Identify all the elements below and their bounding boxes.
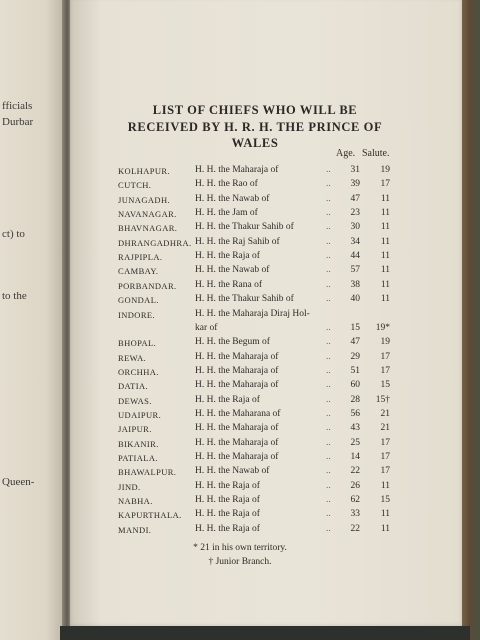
- title-cell: H. H. the Thakur Sahib of: [195, 222, 294, 233]
- salute-cell: 19: [380, 337, 390, 348]
- leader-dots: ..: [326, 495, 331, 506]
- leader-dots: ..: [326, 351, 331, 362]
- state-cell: CAMBAY.: [118, 266, 159, 277]
- age-cell: 40: [350, 294, 360, 305]
- age-cell: 38: [350, 279, 360, 290]
- leader-dots: ..: [326, 380, 331, 391]
- state-cell: PORBANDAR.: [118, 280, 177, 291]
- title-cell: H. H. the Raja of: [195, 251, 260, 262]
- table-row: [0, 323, 480, 337]
- page-bottom-shadow: [60, 626, 470, 640]
- title-cell: H. H. the Maharaja of: [195, 380, 279, 391]
- salute-cell: 15†: [375, 394, 390, 405]
- title-cell: H. H. the Nawab of: [195, 193, 270, 204]
- leader-dots: ..: [326, 480, 331, 491]
- title-cell: H. H. the Maharaja of: [195, 165, 279, 175]
- leader-dots: ..: [326, 452, 331, 462]
- title-cell: H. H. the Maharaja of: [195, 423, 279, 434]
- title-cell: H. H. the Raja of: [195, 495, 260, 506]
- salute-cell: 11: [380, 236, 390, 247]
- table-row: [0, 395, 480, 409]
- left-page-fragment: to the: [2, 290, 27, 302]
- title-cell: H. H. the Maharaja of: [195, 351, 279, 362]
- state-cell: NABHA.: [118, 496, 153, 507]
- age-cell: 33: [350, 509, 360, 520]
- salute-cell: 11: [380, 208, 390, 219]
- column-header-age: Age.: [336, 148, 356, 159]
- salute-cell: 19: [380, 165, 390, 175]
- age-cell: 31: [350, 165, 360, 175]
- salute-cell: 21: [380, 408, 390, 419]
- age-cell: 43: [350, 423, 360, 434]
- age-cell: 26: [350, 480, 360, 491]
- age-cell: 47: [350, 337, 360, 348]
- title-cell: H. H. the Maharaja Diraj Hol-: [195, 308, 310, 319]
- state-cell: BHAVNAGAR.: [118, 223, 178, 234]
- state-cell: JUNAGADH.: [118, 194, 171, 205]
- salute-cell: 17: [380, 452, 390, 462]
- leader-dots: ..: [326, 408, 331, 419]
- leader-dots: ..: [326, 193, 331, 204]
- title-cell: kar of: [195, 322, 218, 333]
- title-cell: H. H. the Nawab of: [195, 466, 270, 477]
- leader-dots: ..: [326, 208, 331, 219]
- left-page-fragment: Queen-: [2, 476, 35, 488]
- leader-dots: ..: [326, 509, 331, 520]
- state-cell: ORCHHA.: [118, 366, 159, 377]
- leader-dots: ..: [326, 265, 331, 276]
- salute-cell: 11: [380, 509, 390, 520]
- title-cell: H. H. the Maharaja of: [195, 365, 279, 376]
- table-row: [0, 294, 480, 308]
- table-row: [0, 524, 480, 538]
- table-row: [0, 265, 480, 279]
- salute-cell: 15: [380, 495, 390, 506]
- table-row: [0, 509, 480, 523]
- page-title-line-1: LIST OF CHIEFS WHO WILL BE: [152, 103, 358, 117]
- salute-cell: 11: [380, 193, 390, 204]
- leader-dots: ..: [326, 394, 331, 405]
- salute-cell: 15: [380, 380, 390, 391]
- age-cell: 14: [350, 452, 360, 462]
- salute-cell: 11: [380, 265, 390, 276]
- title-cell: H. H. the Raja of: [195, 509, 260, 520]
- age-cell: 47: [350, 193, 360, 204]
- table-row: [0, 179, 480, 193]
- salute-cell: 11: [380, 251, 390, 262]
- title-cell: H. H. the Maharaja of: [195, 437, 279, 448]
- state-cell: UDAIPUR.: [118, 409, 162, 420]
- state-cell: BHAWALPUR.: [118, 467, 177, 478]
- footnote-junior-branch: † Junior Branch.: [208, 557, 272, 567]
- state-cell: JAIPUR.: [118, 424, 152, 435]
- leader-dots: ..: [326, 423, 331, 434]
- salute-cell: 11: [380, 523, 390, 534]
- table-row: [0, 222, 480, 236]
- state-cell: DATIA.: [118, 381, 149, 392]
- salute-cell: 11: [380, 480, 390, 491]
- left-page-fragment: ct) to: [2, 228, 25, 240]
- age-cell: 30: [350, 222, 360, 233]
- title-cell: H. H. the Thakur Sahib of: [195, 294, 294, 305]
- table-row: [0, 366, 480, 380]
- leader-dots: ..: [326, 165, 331, 175]
- title-cell: H. H. the Nawab of: [195, 265, 270, 276]
- age-cell: 23: [350, 208, 360, 219]
- age-cell: 34: [350, 236, 360, 247]
- age-cell: 62: [350, 495, 360, 506]
- state-cell: JIND.: [118, 481, 141, 492]
- age-cell: 57: [350, 265, 360, 276]
- leader-dots: ..: [326, 251, 331, 262]
- table-row: [0, 495, 480, 509]
- age-cell: 29: [350, 351, 360, 362]
- age-cell: 51: [350, 365, 360, 376]
- age-cell: 25: [350, 437, 360, 448]
- table-row: [0, 309, 480, 323]
- leader-dots: ..: [326, 466, 331, 477]
- state-cell: RAJPIPLA.: [118, 252, 163, 263]
- age-cell: 28: [350, 394, 360, 405]
- page-title-line-2: RECEIVED BY H. R. H. THE PRINCE OF: [127, 120, 383, 134]
- table-row: [0, 208, 480, 222]
- title-cell: H. H. the Rana of: [195, 279, 263, 290]
- salute-cell: 11: [380, 279, 390, 290]
- salute-cell: 17: [380, 351, 390, 362]
- age-cell: 60: [350, 380, 360, 391]
- table-row: [0, 380, 480, 394]
- left-page-fragment: fficials: [2, 100, 33, 112]
- leader-dots: ..: [326, 337, 331, 348]
- leader-dots: ..: [326, 179, 331, 190]
- title-cell: H. H. the Maharana of: [195, 408, 281, 419]
- age-cell: 22: [350, 523, 360, 534]
- table-row: [0, 452, 480, 466]
- table-row: [0, 423, 480, 437]
- age-cell: 39: [350, 179, 360, 190]
- state-cell: PATIALA.: [118, 453, 158, 463]
- leader-dots: ..: [326, 523, 331, 534]
- state-cell: KAPURTHALA.: [118, 510, 182, 521]
- column-header-salute: Salute.: [362, 148, 390, 159]
- leader-dots: ..: [326, 236, 331, 247]
- title-cell: H. H. the Maharaja of: [195, 452, 279, 462]
- salute-cell: 21: [380, 423, 390, 434]
- salute-cell: 17: [380, 466, 390, 477]
- leader-dots: ..: [326, 437, 331, 448]
- age-cell: 44: [350, 251, 360, 262]
- state-cell: BIKANIR.: [118, 438, 159, 449]
- table-row: [0, 352, 480, 366]
- table-row: [0, 409, 480, 423]
- table-row: [0, 438, 480, 452]
- table-row: [0, 280, 480, 294]
- title-cell: H. H. the Jam of: [195, 208, 258, 219]
- title-cell: H. H. the Raj Sahib of: [195, 236, 280, 247]
- salute-cell: 11: [380, 294, 390, 305]
- leader-dots: ..: [326, 365, 331, 376]
- title-cell: H. H. the Raja of: [195, 480, 260, 491]
- salute-cell: 17: [380, 179, 390, 190]
- leader-dots: ..: [326, 322, 331, 333]
- salute-cell: 19*: [375, 322, 390, 333]
- state-cell: KOLHAPUR.: [118, 166, 171, 176]
- state-cell: BHOPAL.: [118, 338, 157, 349]
- state-cell: DEWAS.: [118, 395, 152, 406]
- footnote-territory: * 21 in his own territory.: [193, 543, 287, 553]
- state-cell: DHRANGADHRA.: [118, 237, 192, 248]
- page-title-line-3: WALES: [231, 136, 279, 150]
- salute-cell: 11: [380, 222, 390, 233]
- state-cell: CUTCH.: [118, 180, 152, 191]
- table-row: [0, 337, 480, 351]
- state-cell: INDORE.: [118, 309, 156, 320]
- leader-dots: ..: [326, 294, 331, 305]
- state-cell: NAVANAGAR.: [118, 209, 177, 220]
- left-page-fragment: Durbar: [2, 116, 34, 128]
- state-cell: REWA.: [118, 352, 147, 363]
- salute-cell: 17: [380, 437, 390, 448]
- table-row: [0, 481, 480, 495]
- table-row: [0, 251, 480, 265]
- title-cell: H. H. the Raja of: [195, 394, 260, 405]
- age-cell: 22: [350, 466, 360, 477]
- table-row: [0, 237, 480, 251]
- title-cell: H. H. the Begum of: [195, 337, 270, 348]
- title-cell: H. H. the Raja of: [195, 523, 260, 534]
- state-cell: GONDAL.: [118, 295, 159, 306]
- salute-cell: 17: [380, 365, 390, 376]
- table-row: [0, 466, 480, 480]
- age-cell: 15: [350, 322, 360, 333]
- table-row: [0, 165, 480, 179]
- table-row: [0, 194, 480, 208]
- leader-dots: ..: [326, 222, 331, 233]
- age-cell: 56: [350, 408, 360, 419]
- leader-dots: ..: [326, 279, 331, 290]
- state-cell: MANDI.: [118, 524, 152, 535]
- title-cell: H. H. the Rao of: [195, 179, 258, 190]
